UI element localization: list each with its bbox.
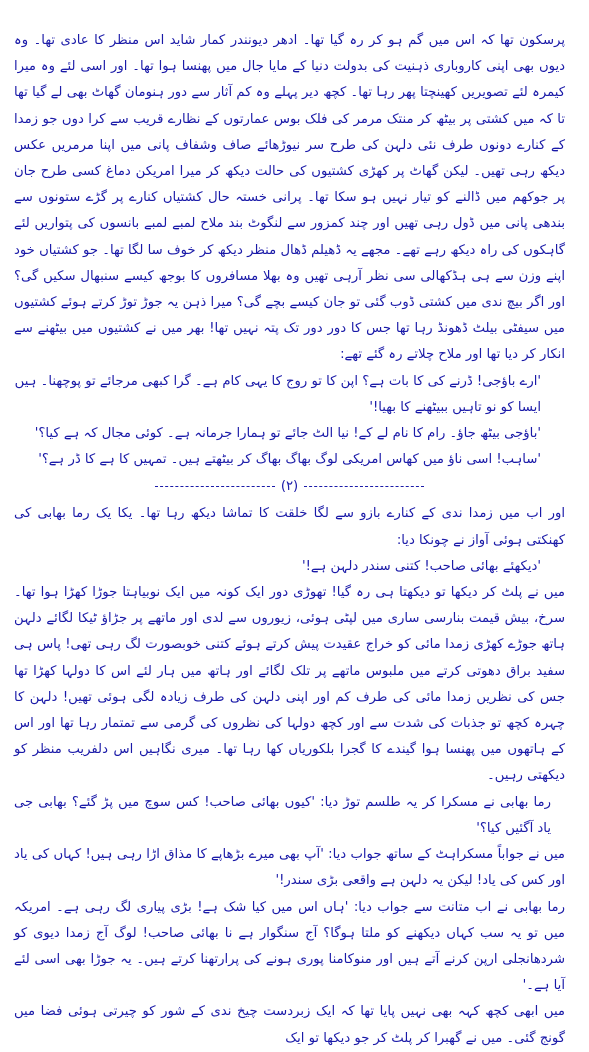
- section-divider: [14, 475, 565, 499]
- dialogue-line: 'باؤجی بیٹھ جاؤ۔ رام کا نام لے کے! نیا الٹ جائے تو ہمارا جرمانہ ہے۔ کوئی مجال کہ ہے کیا؟': [34, 426, 541, 442]
- dialogue-line: 'ساہب! اسی ناؤ میں کھاس امریکی لوگ بھاگ بھاگ کر بیٹھتے ہیں۔ تمہیں کا ہے کا ڈر ہے؟': [38, 452, 541, 468]
- body-paragraph: اور اب میں زمدا ندی کے کنارے بازو سے لگا خلقت کا تماشا دیکھ رہا تھا۔ یکا یک رما بھابی کی کھنکتی ہوئی آواز نے چونکا دیا:: [14, 506, 565, 548]
- body-paragraph: پرسکون تھا کہ اس میں گم ہو کر رہ گیا تھا۔ ادھر دیونندر کمار شاید اس منظر کا عادی تھا۔ وہ دیوں بھی اپنی کاروباری ذہنیت کی بدولت دنیا کے مایا جال میں پھنسا ہوا تھا۔ اور اسی لئے وہ میرا کیمرہ لئے تصویریں کھینچتا پھر رہا تھا۔ کچھ دیر پہلے وہ کم آثار سے دور ہنومان گھاٹ بھی لے گیا تھا تا کہ میں کشتی پر بیٹھ کر منتک مرمر کی فلک بوس عمارتوں کے نظارے قریب سے کرا دوں جو زمدا کے کنارے دونوں طرف نئی دلہن کی طرح سر نیوڑھائے صاف وشفاف پانی میں اپنا مرمریں عکس دیکھ رہی تھیں۔ لیکن گھاٹ پر کھڑی کشتیوں کی حالت دیکھ کر میرا امریکن دماغ کسی طرح جان پر جوکھم میں ڈالنے کو تیار نہیں ہو سکا تھا۔ پرانی خستہ حال کشتیاں کنارے پر گڑے ستونوں سے بندھی پانی میں ڈول رہی تھیں اور چند کمزور سے لنگوٹ بند ملاح لمبے لمبے بانسوں کی پتواریں لئے گاہکوں کی راہ دیکھ رہے تھے۔ مجھے یہ ڈھیلم ڈھال منظر دیکھ کر خوف سا لگا تھا۔ جو کشتیاں خود اپنے وزن سے ہی ہڈکھالی سی نظر آرہی تھیں وہ بھلا مسافروں کا بوجھ کیسے سنبھال سکیں گی؟ اور اگر بیچ ندی میں کشتی ڈوب گئی تو جان کیسے بچے گی؟ میرا ذہن یہ جوڑ توڑ کرتے ہوئے کشتیوں میں سیفٹی بیلٹ ڈھونڈ رہا تھا جس کا دور دور تک پتہ نہیں تھا! بھر میں نے کشتیوں میں بیٹھنے سے انکار کر دیا تھا اور ملاح چلاتے رہ گئے تھے:: [14, 33, 565, 363]
- body-paragraph: رما بھابی نے مسکرا کر یہ طلسم توڑ دیا: 'کیوں بھائی صاحب! کس سوچ میں پڑ گئے؟ بھابی جی یاد آگئیں کیا؟': [14, 794, 551, 836]
- body-paragraph: رما بھابی نے اب متانت سے جواب دیا: 'ہاں اس میں کیا شک ہے! بڑی پیاری لگ رہی ہے۔ امریکہ میں تو یہ سب کہاں دیکھنے کو ملتا ہوگا؟ آج سنگوار ہے نا بھائی صاحب! لوگ آج زمدا دیوی کو شردھانجلی ارپن کرنے آتے ہیں اور منوکامنا پوری ہونے کی پرارتھنا کرتے ہیں۔ یہ جوڑا بھی اسی لئے آیا ہے۔': [14, 899, 565, 994]
- body-paragraph: میں نے جواباً مسکراہٹ کے ساتھ جواب دیا: 'آپ بھی میرے بڑھاپے کا مذاق اڑا رہی ہیں! کہاں کی یاد اور کس کی یاد! لیکن یہ دلہن ہے واقعی بڑی سندر!': [14, 847, 565, 889]
- divider-rule-left: [155, 486, 275, 487]
- body-paragraph: میں ابھی کچھ کہہ بھی نہیں پایا تھا کہ ایک زبردست چیخ ندی کے شور کو چیرتی ہوئی فضا میں گونج گئی۔ میں نے گھبرا کر پلٹ کر جو دیکھا تو ایک: [14, 1004, 565, 1046]
- divider-rule-right: [304, 486, 424, 487]
- dialogue-line: 'دیکھئے بھائی صاحب! کتنی سندر دلہن ہے!': [302, 558, 541, 574]
- body-paragraph: میں نے پلٹ کر دیکھا تو دیکھتا ہی رہ گیا! تھوڑی دور ایک کونہ میں ایک نوبیاہتا جوڑا کھڑا ہوا تھا۔ سرخ، بیش قیمت بنارسی ساری میں لپٹی ہوئی، زیوروں سے لدی اور ماتھے پر جڑاؤ ٹیکا لگائے دلہن ہاتھ جوڑے کھڑی زمدا مائی کو خراج عقیدت پیش کرتے ہوئے کتنی خوبصورت لگ رہی تھی! پاس ہی سفید براق دھوتی کرتے میں ملبوس ماتھے پر تلک لگائے اور ہاتھ میں ہار لئے اس کا دولہا کھڑا تھا جس کی نظریں زمدا مائی کی طرف کم اور اپنی دلہن کی طرف زیادہ لگی ہوئی تھیں! دلہن کا چہرہ کچھ تو جذبات کی شدت سے اور کچھ دولہا کی نظروں کی گرمی سے تمتمار رہا تھا اور اس کے ہاتھوں میں پھنسا ہوا گیندے کا گجرا بلکوریاں کھا رہا تھا۔ میری نگاہیں اس دلفریب منظر کو دیکھتی رہیں۔: [14, 585, 565, 784]
- dialogue-line: 'ارے باؤجی! ڈرنے کی کا بات ہے؟ اپن کا تو روج کا یہی کام ہے۔ گرا کبھی مرجائے تو پوچھنا۔ ہیں ایسا کو نو تاہیں ببیٹھنے کا بھیا!': [14, 373, 541, 415]
- section-number: (۲): [280, 479, 299, 495]
